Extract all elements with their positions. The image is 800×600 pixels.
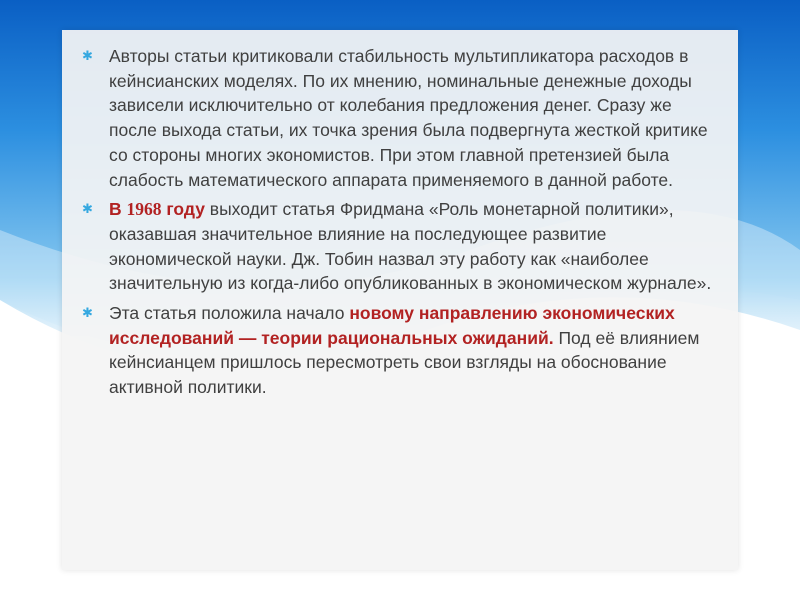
star-icon: ✱	[82, 201, 93, 217]
bullet-item	[82, 197, 722, 296]
bullet-item	[82, 301, 722, 400]
bullet-item	[82, 44, 722, 192]
slide-content	[82, 44, 722, 405]
highlight-suffix: году	[161, 199, 205, 220]
highlight-text: новому направлению экономических исследований — теории рациональных ожиданий.	[109, 303, 675, 348]
highlight-year: 1968	[126, 199, 162, 220]
bullet-text-before: Эта статья положила начало	[109, 303, 350, 324]
highlight-prefix: В	[109, 199, 127, 220]
bullet-text-after: Под её влиянием кейнсианцем пришлось пересмотреть свои взгляды на обоснование активной политики.	[109, 327, 700, 398]
star-icon: ✱	[82, 305, 93, 321]
star-icon: ✱	[82, 48, 93, 63]
bullet-text: Авторы статьи критиковали стабильность мультипликатора расходов в кейнсианских моделях. По их мнению, номинальные денежные доходы зависели исключительно от колебания предложения денег. Сразу же после выхода статьи, их точка зрения была подвергнута жесткой критике со стороны многих экономистов. При этом главной претензией была слабость математического аппарата применяемого в данной работе.	[109, 46, 708, 190]
bullet-text: выходит статья Фридмана «Роль монетарной политики», оказавшая значительное влияние на последующее развитие экономической науки. Дж. Тобин назвал эту работу как «наиболее значительную из когда-либо опубликованных в экономическом журнале».	[109, 199, 712, 294]
